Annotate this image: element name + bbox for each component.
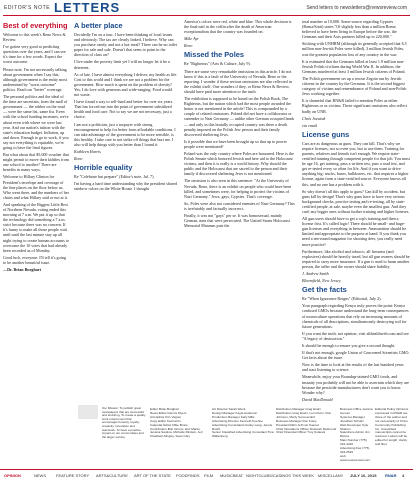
paragraph: Finally, it was not "gays" per se. It was homosexual, mainly German, men that were persecuted. The United States Holocaust Memorial Museum puts the <box>184 213 290 229</box>
letter-heading: Get the facts <box>302 285 347 295</box>
letter-signature: Kathleen Harris <box>74 148 101 154</box>
paragraph: There are some very remarkable omissions in this article. I do not know if this is a fault of the University of Nevada, Reno or the reporting. I wonder if these serious omissions are also reflected in the exhibit itself. One wonders if they, or Reno News & Review, should have paid more attention to the truth. <box>184 68 292 94</box>
paragraph: Good luck, everyone. I'll tell it's going to be another beautiful issue. <box>3 254 66 265</box>
paragraph: The omission is also seen in this sentence: "At the University of Nevada, Reno, there is an exhibit on people who could have been killed, and sometimes were, for helping to protect the victims of Nazi Germany." Jews, gays, Gypsies. That's coverage. <box>184 178 292 199</box>
footer-section-misc[interactable]: MISCELLANY <box>318 473 344 478</box>
section-title: LETTERS <box>54 0 121 15</box>
letter-heading: A better place <box>74 21 123 30</box>
letter-signature: Mike Ayr <box>184 36 199 42</box>
paragraph: Re "When Ignorance Reigns" (Editorial, July 2). <box>302 296 382 302</box>
paragraph: As of late, I have almost everything I deliver, my health as life. Cost to this world and I think we are not a problem for the government. How much is spent on the problem of obesity? Yes, I do love with generous and wide-ranging. Food would not waste. <box>74 71 178 98</box>
letter-signature: J. Andrew Smith <box>302 271 329 277</box>
paragraph: I've gotten very good at predicting questions over the years, and I can see it's time for a few words. Expect the worst outcome. <box>3 44 66 65</box>
letter-location: via email <box>302 122 318 128</box>
footer-section-music[interactable]: MUSICBEAT <box>220 473 244 478</box>
paragraph: total number at 10,000. Some source regarding Gypsies (Roma/Sinti) states "Of slightly less than a million Roma believed to have been living in Europe before the war, the Germans and their Axis partners killed up to 220,000." <box>302 19 397 40</box>
send-letters-link[interactable]: Send letters to newsletters@newsreview.com <box>306 5 407 11</box>
paragraph: Welcome to this week's Reno News & Review. <box>3 32 66 43</box>
paragraph: I live under the poverty limit yet I will no longer let it be a deterrent. <box>74 59 170 70</box>
page-number: 4 <box>402 473 405 478</box>
paragraph: It is estimated that the Germans killed at least 1.9 million non-Jewish Polish civilians during World War II. In addition, the Germans murdered at least 3 million Jewish citizens of Poland. <box>302 58 406 74</box>
issue-date: JULY 16, 2015 <box>350 473 377 478</box>
paragraph: Meanwhile, enjoy your Roundup-tainted GMO foods, and insanity you probably will not be able to ascertain which they are because the pesticide manufacturers don't want you to know. Wonder why? <box>302 374 409 395</box>
page-footer <box>0 469 413 480</box>
footer-section-film[interactable]: FILM <box>204 473 214 478</box>
mission-statement: Our Mission: To publish great newspapers that are successful and enduring. To create a quality work environment that encourages honesty, loyalty, creativity, innovation and teamwork. To have a positive impact on our communities and the larger society. <box>102 406 146 439</box>
paragraph: And speaking of the Biggest Little Best of Northern Nevada, voting ended this morning at 7 a.m. We put it up so that the technology did something a 7 a.m. strict because there was no concern. If it's funny to make all those people wait until until the last minute stay up all night trying to create human accounts to overcome the 10 votes that had already been recorded as of Monday. <box>3 201 69 253</box>
masthead-business: Business Office Jessica Gomez Systems Manager Jonathan Schultz Web Developer Kyle Shelton Salesforce Admin Jim Rivera Main Number (775) 324-4440 Advertising Fax (775) 324-2515 web www.newsreview.com <box>340 407 373 462</box>
footer-section-nightclubs[interactable]: NIGHTCLUBS/CASINOS <box>246 473 291 478</box>
letter-location: Bloomfield, New Jersey <box>302 278 341 284</box>
letter-location: Reno <box>184 43 193 49</box>
paragraph: Your paragraph regarding Kenya truly proves the point: Kenya confused GMOs because understand the long-term consequences of monoculture operations that rely on increasing amounts of chemicals of all descriptions, simultaneously destroying soil for future generations. <box>302 303 409 329</box>
page-header <box>0 0 413 16</box>
footer-section-food[interactable]: FOODFINDS <box>176 473 200 478</box>
header-rule <box>3 15 410 16</box>
footer-section-thisweek[interactable]: THIS WEEK <box>292 473 315 478</box>
footer-section-state[interactable]: ART OF THE STATE <box>134 473 171 478</box>
footer-section-news[interactable]: NEWS <box>34 473 46 478</box>
paragraph: Sticking with UNHRM (although its generally accepted that 6.5 million non-Jewish Poles were killed), 3 million Jewish Poles, was the greatest population loss of any country in the war. <box>302 41 407 57</box>
paragraph: Decidedly I'm on a tour. I have been thinking of local issues and obviously. The tax are clearly linked, I believe. Why can you purchase candy, and not a hot meal? There can be no toilet paper for sale and sale. Doesn't that seem to point in the direction of class on? <box>74 32 177 58</box>
letter-heading: Missed the Poles <box>184 50 244 60</box>
letter-signature: David MacDonald <box>302 396 333 402</box>
letter-signature: Chris Jozwiak <box>302 115 326 121</box>
editors-note-column <box>3 19 69 469</box>
footer-section-feature[interactable]: FEATURE STORY <box>56 473 90 478</box>
paragraph: I am not a politician, just a taxpayer with strong encouragement to help for better from affordable conditions. I can take advantage of the government to be more sensible, is this healthy. I take care to not strike off things that hurt me. I also will help things with you better than I found it. <box>74 121 176 147</box>
paragraph: Cars are as dangerous as guns. They can kill. That's why we require licenses, not so even you, but to use them. Training for parents, relatives and friends isn't enough. We require state-certified training through competent people for that job. You must be age 16, get training, pass a written test, pass a road test, and get re-tested every so often for life. And if you want to drive anything big: trucks, buses, bulldozers, etc. that requires a higher license, again from a state-certified source. Everyone knows all this, and no one has a problem with it. <box>302 140 410 187</box>
letter-heading: License guns <box>302 129 350 139</box>
paragraph: All gun users should have to get a cop's training and then a license first. It's called logic! There should be small- and huge-gun licenses and everything in between. Ammunition should be limited and appropriate to the purpose at hand. If you think you need a ten-round magazine for shooting deer, you really need more practice! <box>302 216 407 247</box>
paragraph: So, Poles were also not considered enemies of Nazi Germany? This is irrefutably and factually incorrect. <box>184 200 295 211</box>
masthead-distribution: Distribution Manager Greg Erwin Distribution Greg Erwin, Lem Dunn, Ron Johnson, Marty Sommerdorf Business Manager Ron Foley President/CEO Jeff von Kaenel Chief Operations Officer Deborah Redmond Chief Financial Officer Troy Kolacek <box>276 407 337 435</box>
footer-section-opinion[interactable]: OPINION <box>4 473 21 478</box>
editor-signature: —Dr. Brian Burghart <box>3 267 41 273</box>
paragraph: Now is the time to look at the results of the last hundred years and start listening to science. <box>302 362 404 373</box>
paragraph: So why doesn't all this apply to guns? Can kill by accident, but guns kill by design! That's why guns have to have very serious background checks, practice testing and re-testing, all by state-certified people, at sale, maybe even the smallest gun. And they can't any bigger ones without further training and higher licenses. <box>302 188 410 214</box>
publication-name: RN&R <box>385 473 397 478</box>
paragraph: Re "Celebrate but prepare" (Editor's note, Jul. 7). <box>74 174 155 180</box>
paragraph: Furthermore, like alcohol and tobacco, all firearms (and explosives) should be heavily taxed, but all gun owners should be required to carry more insurance. If a gun is used to harm another person, the seller and the owner should share liability. <box>302 248 410 269</box>
paragraph: I have found a way to self-fund and better for over six years. That has forced me into the point of government subsidized health and food care. Not to say we are not necessary, just a choice. <box>74 99 174 120</box>
letter-heading: Horrible equality <box>74 163 133 173</box>
masthead-policy: Editorial Policy Opinions expressed in RN&R are those of the author and not necessarily of Chico Community Publishing Inc. Unsolicited manuscripts cannot be returned. Letters will be edited for length, clarity and libel. <box>375 407 409 447</box>
publisher-logo <box>78 405 98 419</box>
masthead-editorial: Editor Brian Burghart News Editor Dennis Myers Arts Editor Kris Vagner Copy Editor Kat Kerlin Calendar Editor Mike Bruce Contributors Bob Grimm, Eric Marks, Jessica Santina, Michelle Rindels, Jeri Chadwell-Singley, Sean Cary <box>150 407 203 439</box>
paragraph: The personal politics and the ideal of the time are uncertain, from the mall of government — the robber on the road — were the same list, same list. Even with the school funding increases, we're about even with where we were last year. And our nation's tuition with the state's education budget. Inflation, up and down. Enough to go to work, if you say not everything is equitable, we're going to have the final figures. <box>3 94 69 150</box>
masthead-design: Art Director Sarah Weck Design Manager Kayla Anderson Production Manager Kelly Mills Advertising Director Kenneth Kuehne Advertising Consultants Kelley Lang, Jennie Ruehl Senior Classified Advertising Consultant Tina Wallenberg <box>212 407 274 439</box>
editors-note-label: EDITOR'S NOTE <box>4 5 51 11</box>
paragraph: The exhibition is supposed to be based on the Polish Book, The Righteous, but the nation which had the most people awarded the honor is not mentioned in the article! This is compounded by a couple of related omissions. Poland did not have a collaborator or surrender to Nazi Germany — unlike other German occupied lands — and only in this brutally occupied country was there a death penalty imposed on the Polish Jew person and their family discovered sheltering Jews. <box>184 96 295 137</box>
paragraph: If you want the truth, not opinion, visit althealthweb.com and see "A legacy of destruction." <box>302 330 409 341</box>
paragraph: Please note, I'm not necessarily talking about government when I say this, although government is the entity most undermined by "worst outcome" politics. Read our "better" coverage. <box>3 66 68 92</box>
letters-column-3 <box>184 19 296 403</box>
paragraph: If that's not enough, google Union of Concerned Scientists GMO. Get facts about the issue. <box>302 350 410 361</box>
paragraph: Welcome to Hillary Clinton for President's envelope and coverage of the fine places on the floor below us. Who went there, and the numbers of her chairs and what Hillary said or not at it. <box>3 174 69 200</box>
footer-section-arts[interactable]: ARTS&CULTURE <box>96 473 128 478</box>
letters-column-2 <box>74 19 178 403</box>
paragraph: But what about that $5,000 voucher that might permit to move their kiddies from one school to another? There are benefits in many ways. <box>3 152 69 173</box>
paragraph: I'm having a hard time understanding why the president shared rainbow colors on the White House. I thought <box>74 181 177 192</box>
paragraph: Re "Righteous" (Arts & Culture, July 9). <box>184 61 251 67</box>
letters-column-4 <box>302 19 410 403</box>
letter-location: Reno <box>74 156 83 162</box>
editors-note-heading: Best of everything <box>3 21 68 30</box>
paragraph: It should be enough to ensure you give a second thought. <box>302 342 396 348</box>
paragraph: It is shameful that RN&R failed to mention Poles as either Righteous or as victims. These significant omissions also reflect badly on UNR. <box>302 98 408 114</box>
paragraph: America's colors were red, white and blue. This whole decision is the final nail in the coffin after the death of American exceptionalism that the country was founded on. <box>184 19 292 35</box>
paragraph: The Polish government set up a rescue Zegota run by Jewish citizens in the country by the Germans. It is the second biggest category of victims and remembrance of Poland and non-Polish Jews working together. <box>302 75 407 97</box>
paragraph: Is it possible that we have been brought up so that up to poorer people were mentioned! <box>184 138 287 149</box>
paragraph: Poland was the only country where Poles are honoured. Here is the Polish Senate which honored Jewish and here aid to the Holocaust victims, and then it is really is a world history. Why should the public and the Holocaust that are sacred to the person and their family if discovered sheltering Jews is not mentioned. <box>184 150 294 177</box>
